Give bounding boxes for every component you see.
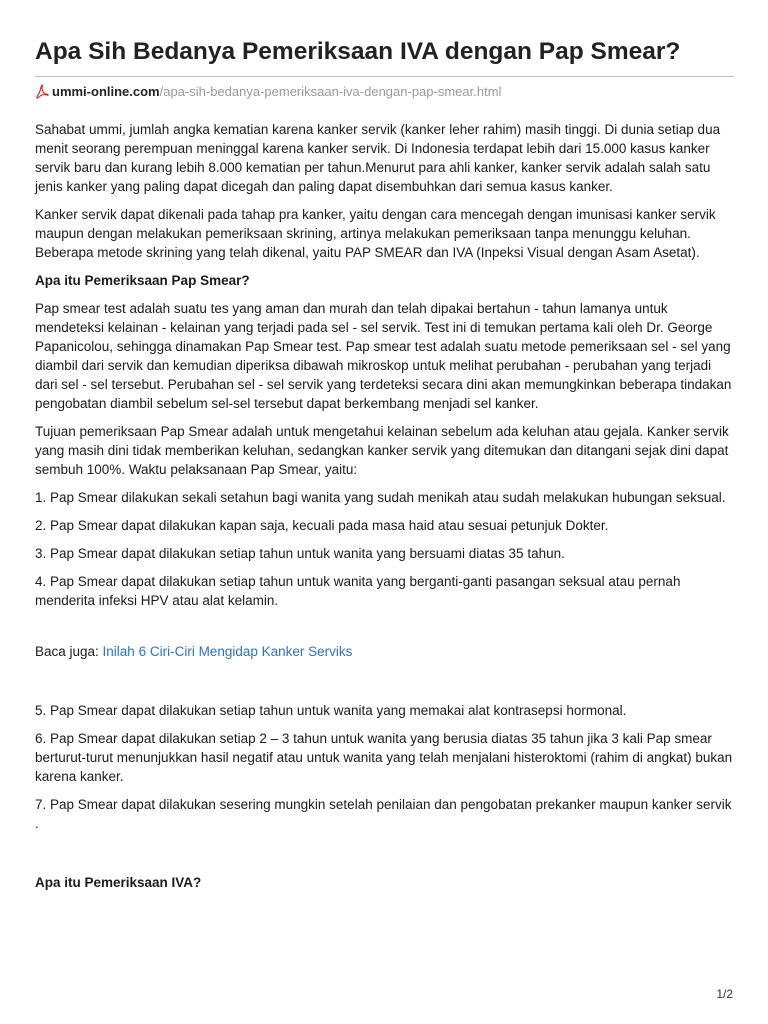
- source-domain-link[interactable]: ummi-online.com: [52, 84, 160, 99]
- heading-iva: Apa itu Pemeriksaan IVA?: [35, 875, 202, 890]
- paragraph-pap-smear-definition: Pap smear test adalah suatu tes yang aman dan murah dan telah dipakai bertahun - tahun lamanya untuk mendeteksi kelainan - kelainan yang terjadi pada sel - sel servik. Test ini di temukan pertama kali oleh Dr. George Papanicolou, sehingga dinamakan Pap Smear test. Pap smear test adalah suatu metode pemeriksaan sel - sel yang diambil dari servik dan kemudian diperiksa dibawah mikroskop untuk melihat perubahan - perubahan yang terjadi dari sel - sel tersebut. Perubahan sel - sel servik yang terdeteksi secara dini akan memungkinkan beberapa tindakan pengobatan diambil sebelum sel-sel tersebut dapat berkembang menjadi sel kanker.: [35, 301, 732, 411]
- related-article: [35, 642, 735, 661]
- list-item-2: 2. Pap Smear dapat dilakukan kapan saja, kecuali pada masa haid atau sesuai petunjuk Dokter.: [35, 518, 609, 533]
- related-article-link[interactable]: Inilah 6 Ciri-Ciri Mengidap Kanker Serviks: [102, 644, 353, 659]
- heading-pap-smear: Apa itu Pemeriksaan Pap Smear?: [35, 273, 250, 288]
- source-path-link[interactable]: /apa-sih-bedanya-pemeriksaan-iva-dengan-pap-smear.html: [159, 84, 502, 99]
- source-line: [35, 83, 501, 101]
- list-item-7: 7. Pap Smear dapat dilakukan sesering mungkin setelah penilaian dan pengobatan prekanker maupun kanker servik .: [35, 797, 732, 831]
- paragraph-screening: Kanker servik dapat dikenali pada tahap pra kanker, yaitu dengan cara mencegah dengan imunisasi kanker servik maupun dengan melakukan pemeriksaan skrining, artinya melakukan pemeriksaan tanpa menunggu keluhan. Beberapa metode skrining yang telah dikenal, yaitu PAP SMEAR dan IVA (Inpeksi Visual dengan Asam Asetat).: [35, 207, 716, 260]
- list-item-3: 3. Pap Smear dapat dilakukan setiap tahun untuk wanita yang bersuami diatas 35 tahun.: [35, 546, 565, 561]
- list-item-6: 6. Pap Smear dapat dilakukan setiap 2 – 3 tahun untuk wanita yang berusia diatas 35 tahun jika 3 kali Pap smear berturut-turut menunjukkan hasil negatif atau untuk wanita yang telah menjalani histeroktomi (rahim di angkat) bukan karena kanker.: [35, 731, 733, 784]
- paragraph-intro: Sahabat ummi, jumlah angka kematian karena kanker servik (kanker leher rahim) masih tinggi. Di dunia setiap dua menit seorang perempuan meninggal karena kanker servik. Di Indonesia terdapat lebih dari 15.000 kasus kanker servik baru dan kurang lebih 8.000 kematian per tahun.Menurut para ahli kanker, kanker servik adalah salah satu jenis kanker yang paling dapat dicegah dan paling dapat disembuhkan dari semua kasus kanker.: [35, 122, 721, 194]
- pdf-icon: [35, 84, 49, 100]
- paragraph-pap-smear-purpose: Tujuan pemeriksaan Pap Smear adalah untuk mengetahui kelainan sebelum ada keluhan atau gejala. Kanker servik yang masih dini tidak memberikan keluhan, sedangkan kanker servik yang ditemukan dan ditangani sejak dini dapat sembuh 100%. Waktu pelaksanaan Pap Smear, yaitu:: [35, 424, 729, 477]
- list-item-4: 4. Pap Smear dapat dilakukan setiap tahun untuk wanita yang berganti-ganti pasangan seksual atau pernah menderita infeksi HPV atau alat kelamin.: [35, 574, 681, 608]
- title-divider: [35, 76, 734, 77]
- page-title: Apa Sih Bedanya Pemeriksaan IVA dengan Pap Smear?: [35, 38, 681, 65]
- page-number: 1/2: [716, 987, 733, 1001]
- list-item-5: 5. Pap Smear dapat dilakukan setiap tahun untuk wanita yang memakai alat kontrasepsi hormonal.: [35, 703, 627, 718]
- list-item-1: 1. Pap Smear dilakukan sekali setahun bagi wanita yang sudah menikah atau sudah melakukan hubungan seksual.: [35, 490, 726, 505]
- related-label: Baca juga:: [35, 644, 103, 659]
- article-body: [35, 120, 735, 901]
